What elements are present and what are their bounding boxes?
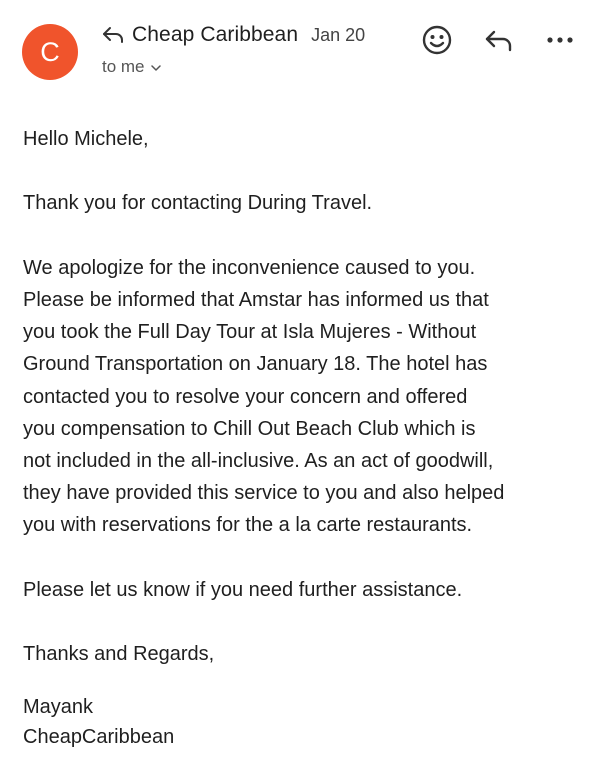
main-paragraph: We apologize for the inconvenience caused to you. Please be informed that Amstar has informed us that you took the Full Day Tour at Isla Mujeres - Without Ground Transportation on January 18. The hotel has contacted you to resolve your concern and offered you compensation to Chill Out Beach Club which is not included in the all-inclusive. As an act of goodwill, they have provided this service to you and also helped you with reservations for the a la carte restaurants.: [23, 256, 505, 537]
signature-company: CheapCaribbean: [23, 726, 175, 749]
sender-row: [102, 21, 365, 49]
email-date: Jan 20: [311, 24, 366, 45]
emoji-reaction-icon[interactable]: [421, 24, 453, 56]
reply-arrow-icon: [102, 25, 124, 45]
email-body: [23, 123, 583, 752]
thanks-line: Thank you for contacting During Travel.: [23, 192, 373, 215]
chevron-down-icon: [151, 63, 161, 73]
recipient-label: to me: [102, 57, 145, 76]
assistance-line: Please let us know if you need further assistance.: [23, 578, 463, 601]
recipient-details-toggle[interactable]: [102, 55, 161, 79]
closing: Thanks and Regards,: [23, 643, 215, 666]
greeting: Hello Michele,: [23, 128, 149, 150]
more-options-icon[interactable]: [545, 34, 575, 46]
email-header: [0, 0, 600, 100]
sender-avatar[interactable]: C: [22, 24, 78, 80]
sender-name[interactable]: Cheap Caribbean: [132, 23, 299, 46]
reply-icon[interactable]: [483, 27, 515, 55]
signature-name: Mayank: [23, 696, 94, 719]
